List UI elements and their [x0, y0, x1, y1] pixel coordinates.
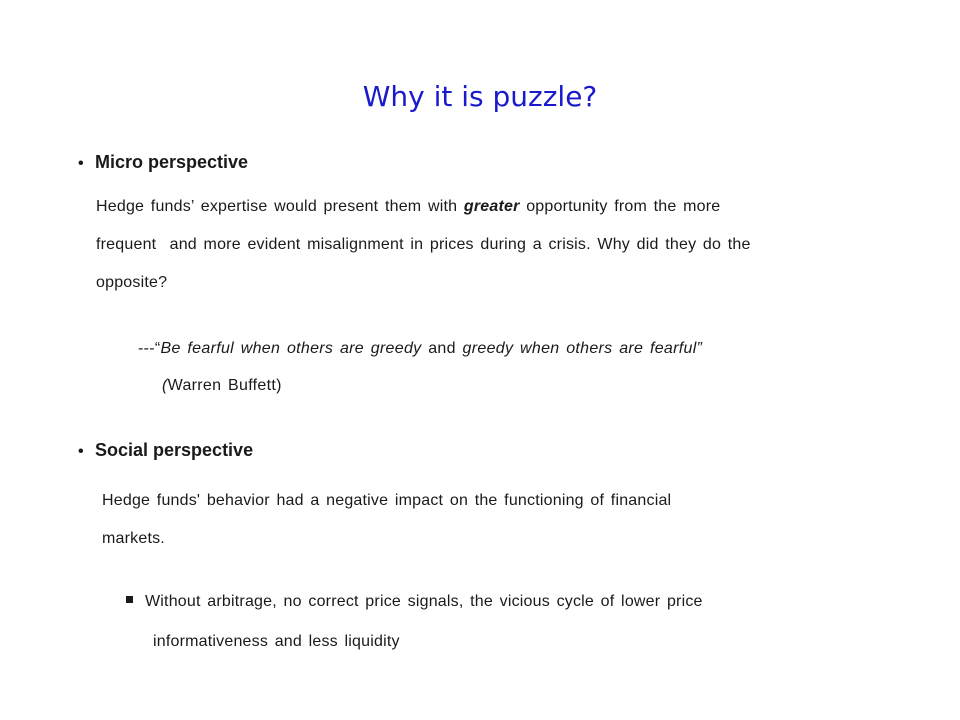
social-sub-bullet	[126, 582, 846, 662]
micro-paragraph-line-3: opposite?	[96, 274, 168, 291]
bullet-dot-icon: •	[78, 443, 84, 460]
micro-paragraph-line-2: frequent and more evident misalignment in prices during a crisis. Why did they do the	[96, 236, 751, 253]
quote-attribution-name: Warren Buffett)	[167, 377, 282, 394]
social-heading-text: Social perspective	[95, 440, 254, 460]
slide-title: Why it is puzzle?	[362, 80, 598, 113]
social-paragraph-line-2: markets.	[102, 530, 165, 547]
micro-perspective-heading	[78, 152, 248, 173]
social-paragraph	[102, 482, 862, 558]
micro-paragraph-line-1	[96, 188, 876, 226]
sub-bullet-line-1	[126, 582, 846, 622]
quote-attribution-paren: (	[162, 377, 168, 394]
quote-attribution	[138, 367, 702, 404]
bullet-dot-icon: •	[78, 155, 84, 172]
sub-bullet-line-2: informativeness and less liquidity	[153, 633, 400, 650]
micro-paragraph	[96, 188, 876, 302]
square-bullet-icon	[126, 596, 133, 603]
social-paragraph-line-1: Hedge funds' behavior had a negative impact on the functioning of financial	[102, 492, 672, 509]
quote-part-1: Be fearful when others are greedy	[160, 340, 422, 357]
quote-line	[138, 330, 702, 367]
buffett-quote	[138, 330, 702, 404]
quote-part-2: greedy when others are fearful”	[462, 340, 703, 357]
micro-emphasis: greater	[463, 198, 520, 215]
social-perspective-heading	[78, 440, 253, 461]
sub-bullet-text-1: Without arbitrage, no correct price signals, the vicious cycle of lower price	[145, 593, 703, 610]
micro-heading-text: Micro perspective	[95, 152, 249, 172]
micro-text-part-1: Hedge funds’ expertise would present them with	[96, 198, 464, 215]
quote-prefix: ---“	[138, 340, 161, 357]
quote-and: and	[421, 340, 463, 357]
micro-text-part-2: opportunity from the more	[519, 198, 721, 215]
